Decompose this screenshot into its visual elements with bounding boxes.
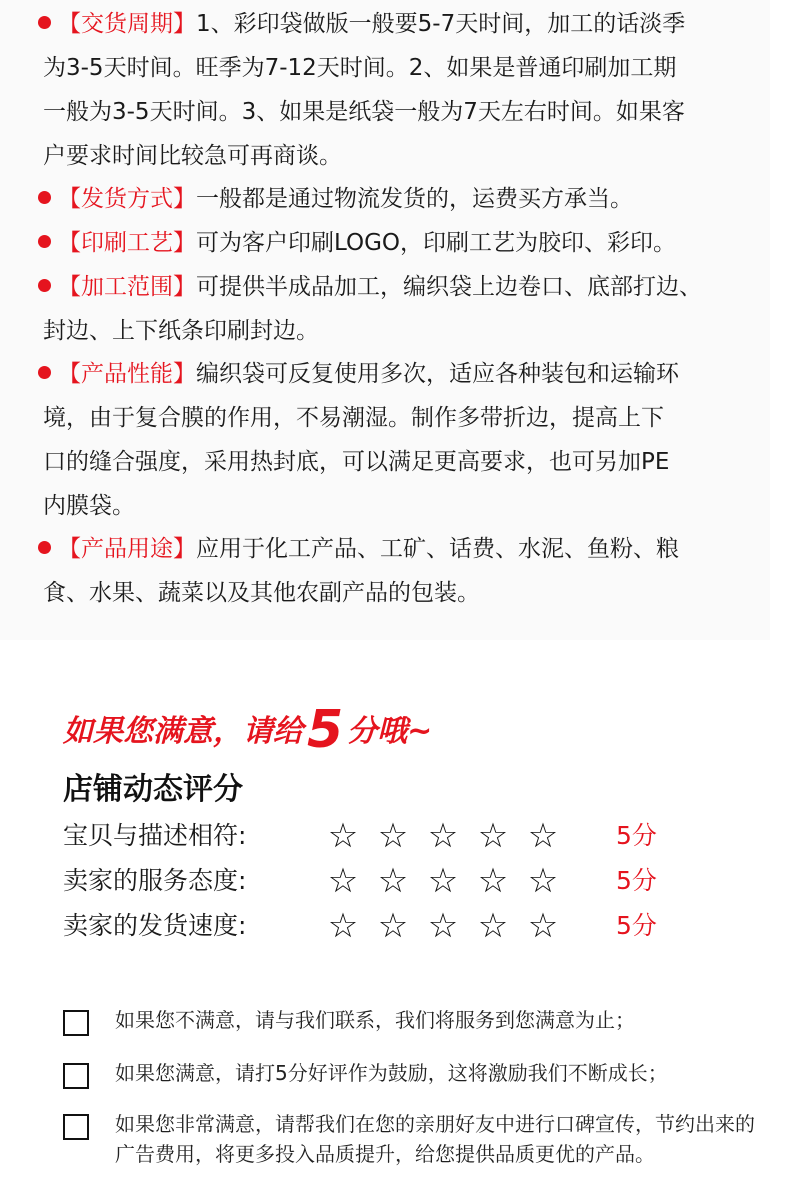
info-tag: 【产品性能】 [58,361,196,387]
headline-post: 分哦~ [347,714,433,749]
star-icon[interactable]: ☆ [527,906,559,946]
info-product-performance [38,352,760,528]
info-text-cont: 封边、上下纸条印刷封边。 [43,318,319,344]
star-icon[interactable]: ☆ [377,816,409,856]
info-delivery-cycle [38,2,760,178]
star-icon[interactable]: ☆ [327,861,359,901]
headline-pre: 如果您满意，请给 [63,714,303,749]
rating-title: 店铺动态评分 [63,772,243,807]
headline-number: 5 [307,700,344,760]
star-group[interactable] [318,816,568,856]
rating-score: 5分 [616,911,657,940]
star-icon[interactable]: ☆ [377,906,409,946]
star-icon[interactable]: ☆ [527,816,559,856]
rating-row-service [63,861,763,901]
info-tag: 【交货周期】 [58,11,196,37]
info-tag: 【印刷工艺】 [58,230,196,256]
checkbox[interactable] [63,1114,89,1140]
info-tag: 【发货方式】 [58,186,196,212]
check-row [63,1005,763,1035]
info-text: 编织袋可反复使用多次，适应各种装包和运输环 [196,361,679,387]
info-text-cont: 内膜袋。 [43,493,135,519]
bullet-icon [38,279,51,292]
check-row [63,1109,763,1169]
check-row [63,1058,763,1088]
info-text-cont: 境，由于复合膜的作用，不易潮湿。制作多带折边，提高上下 [43,405,664,431]
info-text: 可为客户印刷LOGO，印刷工艺为胶印、彩印。 [196,230,677,256]
rating-label: 卖家的服务态度: [63,866,247,895]
info-text: 1、彩印袋做版一般要5-7天时间，加工的话淡季 [196,11,686,37]
info-processing-scope [38,265,760,353]
info-text-cont: 为3-5天时间。旺季为7-12天时间。2、如果是普通印刷加工期 [43,55,677,81]
rating-row-description [63,816,763,856]
info-tag: 【产品用途】 [58,536,196,562]
check-text: 如果您非常满意，请帮我们在您的亲朋好友中进行口碑宣传，节约出来的广告费用，将更多投入品质提升，给您提供品质更优的产品。 [115,1112,755,1166]
info-text-cont: 口的缝合强度，采用热封底，可以满足更高要求，也可另加PE [43,449,670,475]
star-icon[interactable]: ☆ [377,861,409,901]
check-text: 如果您不满意，请与我们联系，我们将服务到您满意为止； [115,1008,635,1032]
star-icon[interactable]: ☆ [427,861,459,901]
checkbox[interactable] [63,1010,89,1036]
info-printing-process [38,221,760,265]
rating-section [0,640,790,1203]
star-icon[interactable]: ☆ [477,816,509,856]
info-text: 可提供半成品加工，编织袋上边卷口、底部打边、 [196,274,702,300]
star-group[interactable] [318,861,568,901]
info-shipping-method [38,177,760,221]
rating-label: 宝贝与描述相符: [63,821,247,850]
info-text-cont: 一般为3-5天时间。3、如果是纸袋一般为7天左右时间。如果客 [43,99,685,125]
star-icon[interactable]: ☆ [427,816,459,856]
rating-score: 5分 [616,821,657,850]
rating-row-shipping [63,906,763,946]
bullet-icon [38,16,51,29]
star-icon[interactable]: ☆ [477,906,509,946]
star-group[interactable] [318,906,568,946]
star-icon[interactable]: ☆ [527,861,559,901]
rating-score: 5分 [616,866,657,895]
bullet-icon [38,366,51,379]
info-product-usage [38,527,760,615]
rating-headline [63,700,432,760]
star-icon[interactable]: ☆ [427,906,459,946]
check-text: 如果您满意，请打5分好评作为鼓励，这将激励我们不断成长； [115,1061,668,1085]
info-tag: 【加工范围】 [58,274,196,300]
bullet-icon [38,191,51,204]
info-text: 一般都是通过物流发货的，运费买方承当。 [196,186,633,212]
bullet-icon [38,235,51,248]
rating-label: 卖家的发货速度: [63,911,247,940]
checkbox[interactable] [63,1063,89,1089]
info-text-cont: 食、水果、蔬菜以及其他农副产品的包装。 [43,580,480,606]
info-text: 应用于化工产品、工矿、话费、水泥、鱼粉、粮 [196,536,679,562]
star-icon[interactable]: ☆ [327,906,359,946]
info-text-cont: 户要求时间比较急可再商谈。 [43,143,342,169]
star-icon[interactable]: ☆ [477,861,509,901]
star-icon[interactable]: ☆ [327,816,359,856]
bullet-icon [38,541,51,554]
